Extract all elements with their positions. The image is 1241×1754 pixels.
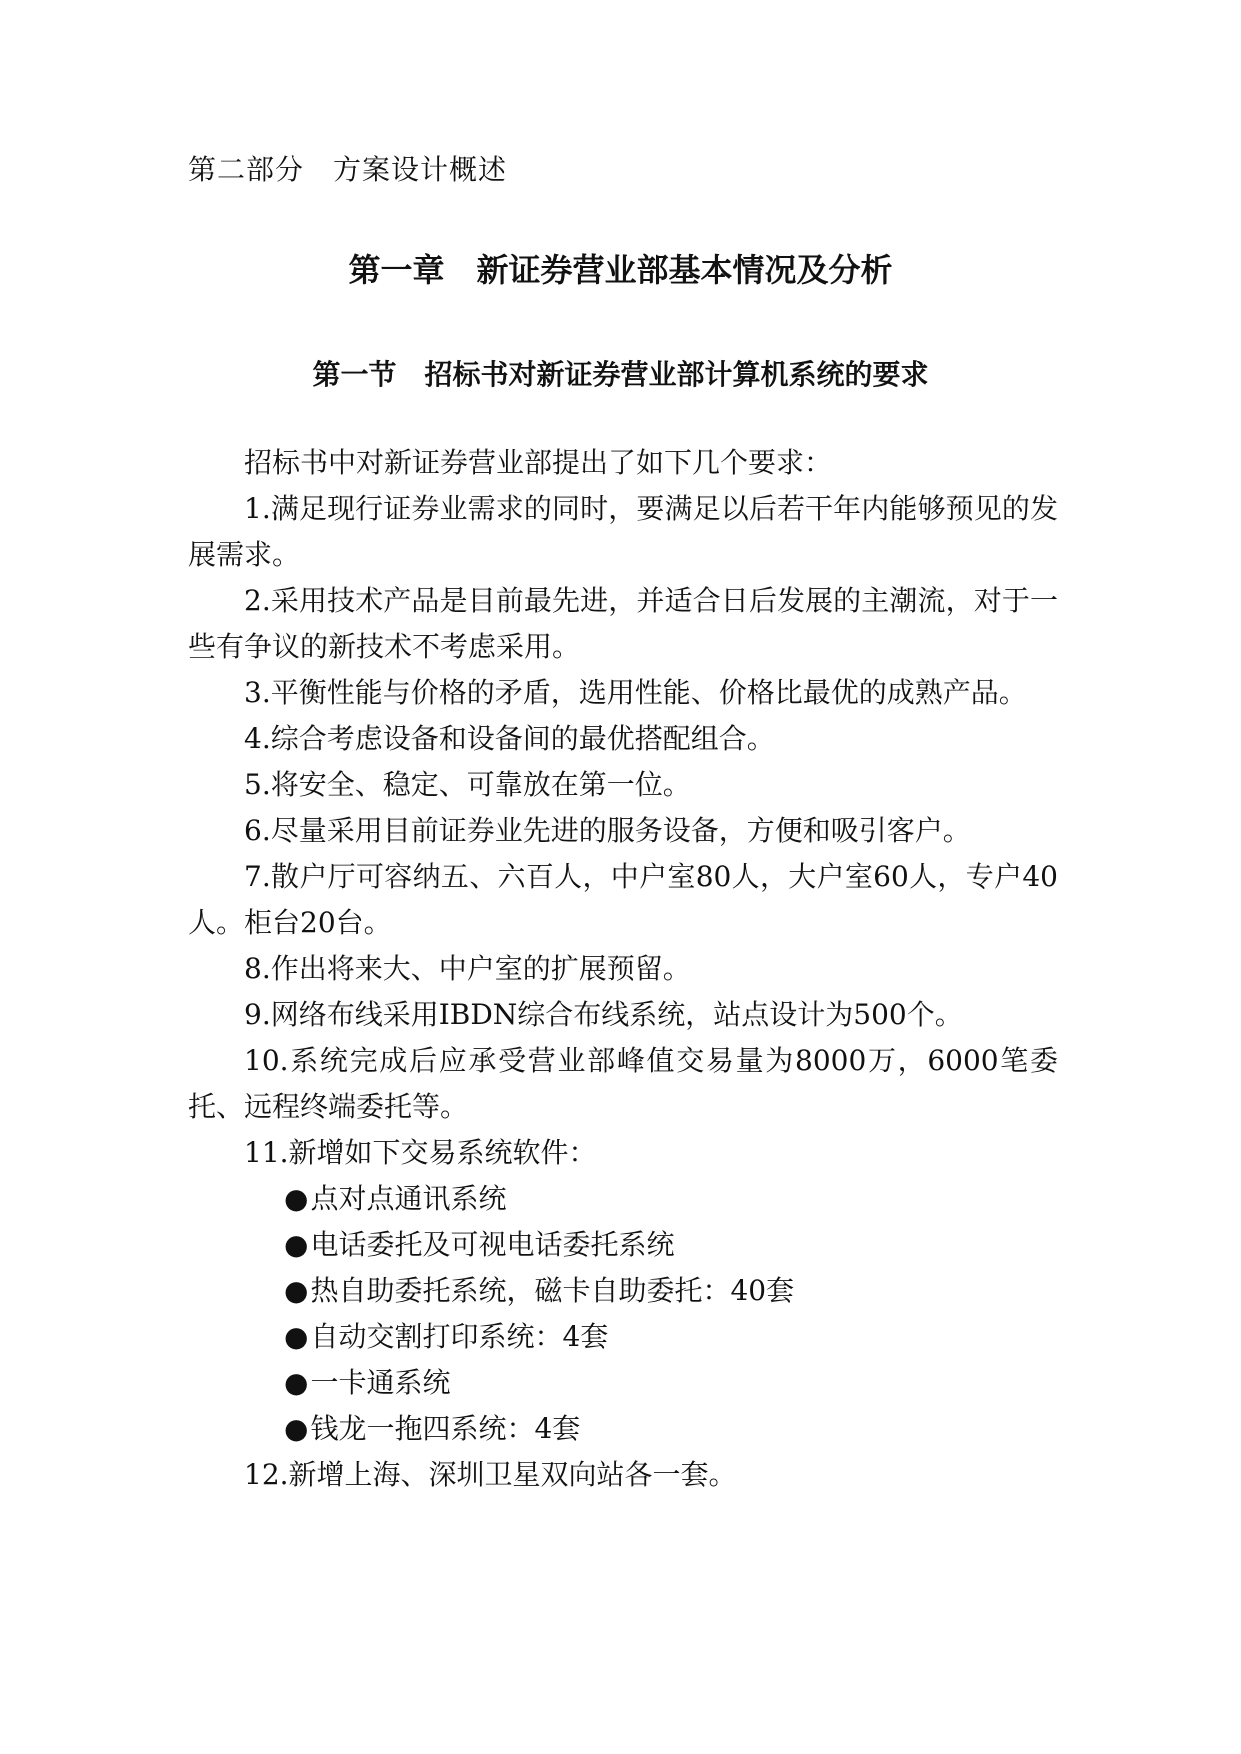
software-list-item — [188, 1176, 1058, 1222]
requirement-item: 6.尽量采用目前证券业先进的服务设备，方便和吸引客户。 — [244, 814, 971, 847]
requirement-item: 1.满足现行证券业需求的同时，要满足以后若干年内能够预见的发展需求。 — [188, 492, 1058, 571]
software-list — [188, 1176, 1058, 1452]
bullet-icon: ● — [284, 1366, 309, 1399]
requirement-item: 9.网络布线采用IBDN综合布线系统，站点设计为500个。 — [244, 998, 963, 1031]
software-list-item — [188, 1268, 1058, 1314]
bullet-icon: ● — [284, 1228, 309, 1261]
software-item-label: 一卡通系统 — [310, 1366, 451, 1399]
requirement-item: 4.综合考虑设备和设备间的最优搭配组合。 — [244, 722, 775, 755]
software-list-item — [188, 1360, 1058, 1406]
requirement-item: 7.散户厅可容纳五、六百人，中户室80人，大户室60人，专户40人。柜台20台。 — [188, 860, 1058, 939]
document-body — [188, 440, 1058, 1498]
intro-paragraph: 招标书中对新证券营业部提出了如下几个要求： — [244, 446, 833, 479]
bullet-icon: ● — [284, 1274, 309, 1307]
requirement-item: 10.系统完成后应承受营业部峰值交易量为8000万，6000笔委托、远程终端委托等。 — [188, 1044, 1058, 1123]
requirement-item: 2.采用技术产品是目前最先进，并适合日后发展的主潮流，对于一些有争议的新技术不考虑采用。 — [188, 584, 1058, 663]
software-item-label: 电话委托及可视电话委托系统 — [310, 1228, 675, 1261]
bullet-icon: ● — [284, 1412, 309, 1445]
section-title: 第一节 招标书对新证券营业部计算机系统的要求 — [312, 358, 929, 391]
software-item-label: 热自助委托系统，磁卡自助委托：40套 — [310, 1274, 795, 1307]
bullet-icon: ● — [284, 1182, 309, 1215]
requirement-item: 12.新增上海、深圳卫星双向站各一套。 — [244, 1458, 737, 1491]
software-item-label: 自动交割打印系统：4套 — [310, 1320, 609, 1353]
bullet-icon: ● — [284, 1320, 309, 1353]
software-item-label: 钱龙一拖四系统：4套 — [310, 1412, 581, 1445]
part-title: 第二部分 方案设计概述 — [188, 153, 508, 186]
requirement-item: 3.平衡性能与价格的矛盾，选用性能、价格比最优的成熟产品。 — [244, 676, 1027, 709]
software-list-item — [188, 1222, 1058, 1268]
software-list-item — [188, 1314, 1058, 1360]
requirement-item: 5.将安全、稳定、可靠放在第一位。 — [244, 768, 691, 801]
software-list-item — [188, 1406, 1058, 1452]
requirement-item: 11.新增如下交易系统软件： — [244, 1136, 597, 1169]
software-item-label: 点对点通讯系统 — [310, 1182, 507, 1215]
chapter-title: 第一章 新证券营业部基本情况及分析 — [348, 251, 893, 289]
requirement-item: 8.作出将来大、中户室的扩展预留。 — [244, 952, 691, 985]
